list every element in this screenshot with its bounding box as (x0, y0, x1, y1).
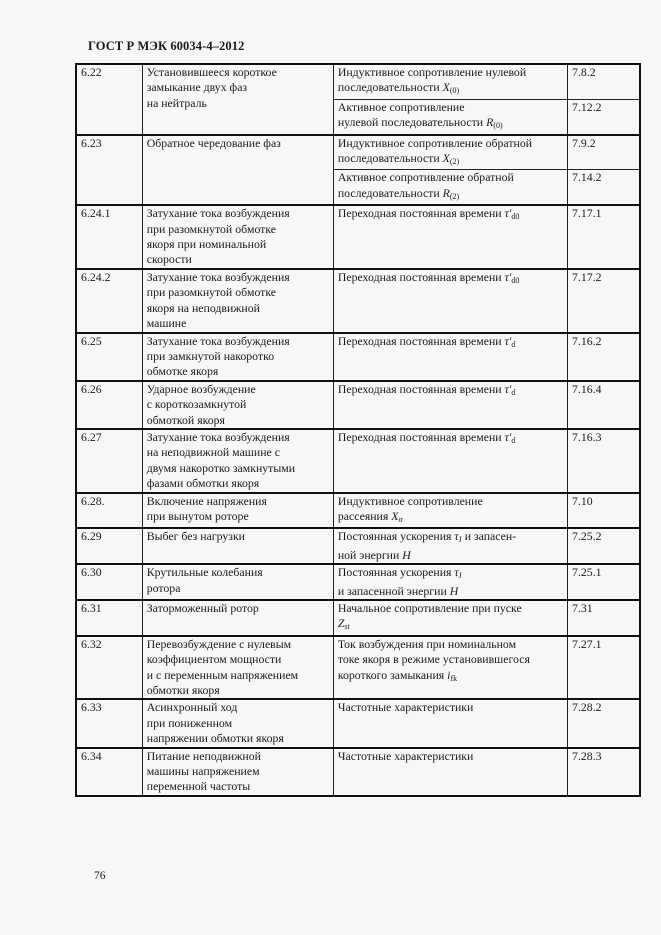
test-name-line: Затухание тока возбуждения (146, 429, 290, 444)
table-row (76, 600, 640, 636)
table-row (76, 636, 640, 700)
test-name-line: Включение напряжения (146, 493, 267, 508)
parameter-line (338, 186, 563, 204)
test-name-line: Затухание тока возбуждения (146, 269, 290, 284)
parameter-symbol: Z (337, 616, 345, 631)
parameter-symbol: τ′ (504, 206, 512, 221)
parameter-line (338, 270, 563, 288)
parameter-line: Ток возбуждения при номинальном (337, 636, 517, 651)
parameter-line (338, 529, 563, 547)
parameter-subscript: d0 (511, 212, 520, 222)
test-name-line: переменной частоты (146, 779, 251, 794)
parameter-subscript: st (344, 622, 350, 632)
parameter-text: Частотные характеристики (337, 748, 474, 763)
test-name-line: Затухание тока возбуждения (146, 206, 290, 221)
parameter-subscript: (0) (493, 121, 503, 131)
parameter-cell (333, 699, 567, 747)
test-name-cell (142, 636, 333, 700)
parameter-text: последовательности (337, 80, 443, 95)
reference-clause: 7.31 (572, 601, 593, 615)
test-name-cell (142, 269, 333, 333)
parameter-line: Активное сопротивление обратной (337, 170, 514, 185)
parameter-subscript: J (458, 571, 462, 581)
reference-clause: 7.25.2 (572, 529, 602, 544)
parameter-symbol: H (402, 547, 411, 562)
test-name-cell (142, 381, 333, 429)
reference-clause: 7.16.2 (572, 333, 602, 348)
parameter-line: Начальное сопротивление при пуске (337, 601, 522, 615)
parameter-symbol: X (391, 508, 399, 523)
parameter-cell (333, 99, 567, 134)
clause-number-cell (76, 699, 142, 747)
reference-cell (568, 333, 640, 381)
reference-cell (568, 205, 640, 269)
parameter-subscript: J (458, 535, 462, 545)
parameter-cell (333, 205, 567, 269)
clause-number-cell (76, 429, 142, 493)
clause-number: 6.34 (81, 748, 102, 763)
parameter-text: ной энергии (337, 547, 403, 562)
parameter-line (338, 565, 563, 583)
parameter-line (338, 749, 563, 764)
parameter-line: Активное сопротивление (337, 99, 465, 114)
parameter-subscript: d (511, 435, 516, 445)
parameter-subscript: (2) (449, 157, 460, 167)
test-name-cell (142, 429, 333, 493)
parameter-text: Переходная постоянная времени (337, 206, 505, 221)
parameter-subscript: d (511, 339, 516, 349)
test-name-line: при вынутом роторе (146, 508, 249, 523)
test-name-line: Ударное возбуждение (146, 381, 256, 396)
reference-cell (568, 699, 640, 747)
test-name-line: и с переменным напряжением (146, 667, 299, 682)
clause-number: 6.30 (81, 565, 102, 580)
parameter-symbol: i (447, 667, 451, 682)
parameter-text: Постоянная ускорения (337, 565, 455, 580)
test-name-line: с короткозамкнутой (146, 397, 247, 412)
clause-number: 6.26 (81, 381, 102, 396)
parameter-cell (333, 333, 567, 381)
test-name-line: при разомкнутой обмотке (146, 221, 277, 236)
parameter-line (338, 584, 563, 599)
test-name-cell (142, 528, 333, 564)
parameter-line: Индуктивное сопротивление (337, 493, 483, 508)
test-name-line: Установившееся короткое (146, 65, 277, 79)
reference-cell (568, 135, 640, 170)
parameter-symbol: τ (454, 529, 459, 544)
clause-number: 6.25 (81, 333, 102, 348)
reference-cell (568, 381, 640, 429)
test-name-cell (142, 64, 333, 135)
clause-number-cell (76, 493, 142, 529)
test-name-cell (142, 333, 333, 381)
test-name-cell (142, 564, 333, 600)
parameter-symbol: τ′ (504, 269, 512, 284)
clause-number: 6.32 (81, 636, 102, 651)
parameter-line: Индуктивное сопротивление нулевой (337, 65, 527, 79)
table-body (76, 64, 640, 796)
reference-clause: 7.16.4 (572, 381, 602, 396)
parameter-text: Постоянная ускорения (337, 529, 455, 544)
reference-clause: 7.28.2 (572, 700, 602, 715)
table-row (76, 748, 640, 796)
test-name-line: на нейтраль (146, 95, 207, 110)
test-name-line: при разомкнутой обмотке (146, 285, 277, 300)
reference-cell (568, 600, 640, 636)
parameter-text: Переходная постоянная времени (337, 429, 505, 444)
parameter-subscript: d0 (511, 275, 520, 285)
parameter-text: и запасен- (461, 529, 517, 544)
parameter-text: Переходная постоянная времени (337, 333, 505, 348)
table-row (76, 205, 640, 269)
test-name-line: Выбег без нагрузки (146, 529, 245, 544)
test-name-line: скорости (146, 252, 192, 267)
parameter-symbol: τ′ (504, 381, 512, 396)
reference-cell (568, 493, 640, 529)
table-row (76, 564, 640, 600)
reference-clause: 7.25.1 (572, 565, 602, 580)
parameter-line (338, 151, 563, 169)
parameter-text: Частотные характеристики (337, 700, 474, 715)
clause-number-cell (76, 333, 142, 381)
parameter-symbol: τ (454, 565, 459, 580)
parameter-cell (333, 64, 567, 99)
parameter-text: Переходная постоянная времени (337, 269, 505, 284)
parameter-text: последовательности (337, 151, 443, 166)
reference-cell (568, 99, 640, 134)
test-name-line: при замкнутой накоротко (146, 348, 275, 363)
parameter-symbol: τ′ (504, 429, 512, 444)
parameter-cell (333, 135, 567, 170)
table-row (76, 429, 640, 493)
parameter-line (338, 616, 563, 634)
reference-cell (568, 564, 640, 600)
clause-number: 6.29 (81, 529, 102, 544)
parameter-cell (333, 269, 567, 333)
parameter-line (338, 430, 563, 448)
reference-clause: 7.14.2 (572, 170, 602, 185)
parameter-cell (333, 748, 567, 796)
table-row (76, 135, 640, 170)
parameter-text: и запасенной энергии (337, 583, 450, 598)
clause-number: 6.22 (81, 65, 102, 79)
parameter-cell (333, 600, 567, 636)
test-name-line: при пониженном (146, 715, 233, 730)
reference-clause: 7.28.3 (572, 748, 602, 763)
clause-number-cell (76, 528, 142, 564)
parameter-subscript: d (511, 387, 516, 397)
table-row (76, 528, 640, 564)
clause-number: 6.28. (81, 493, 105, 508)
parameter-line (338, 334, 563, 352)
clause-number: 6.31 (81, 601, 102, 615)
reference-cell (568, 429, 640, 493)
reference-clause: 7.8.2 (572, 65, 596, 79)
reference-clause: 7.16.3 (572, 429, 602, 444)
clause-number-cell (76, 564, 142, 600)
clause-number: 6.27 (81, 429, 102, 444)
test-name-line: замыкание двух фаз (146, 80, 248, 95)
test-name-line: на неподвижной машине с (146, 445, 280, 460)
clause-number-cell (76, 381, 142, 429)
table-row (76, 493, 640, 529)
parameter-cell (333, 381, 567, 429)
test-name-line: обмотки якоря (146, 683, 220, 698)
test-name-line: ротора (146, 580, 181, 595)
parameter-text: нулевой последовательности (337, 115, 487, 130)
parameter-subscript: (0) (449, 86, 460, 96)
parameter-symbol: R (486, 115, 494, 130)
test-name-line: Крутильные колебания (146, 565, 263, 580)
parameter-subscript: fk (450, 673, 458, 683)
reference-cell (568, 528, 640, 564)
clause-number: 6.33 (81, 700, 102, 715)
reference-cell (568, 170, 640, 205)
parameter-text: рассеяния (337, 508, 392, 523)
test-name-line: обмотке якоря (146, 364, 219, 379)
reference-clause: 7.12.2 (572, 99, 602, 114)
clause-number-cell (76, 600, 142, 636)
reference-clause: 7.17.1 (572, 206, 602, 221)
parameter-line (338, 548, 563, 563)
parameter-cell (333, 493, 567, 529)
clause-number-cell (76, 636, 142, 700)
parameter-cell (333, 564, 567, 600)
table-row (76, 699, 640, 747)
page-number: 76 (94, 870, 106, 882)
parameter-text: Переходная постоянная времени (337, 381, 505, 396)
test-name-line: Асинхронный ход (146, 700, 238, 715)
test-name-line: машины напряжением (146, 764, 260, 779)
parameter-line (338, 668, 563, 686)
parameter-line (338, 382, 563, 400)
parameter-subscript: σ (398, 514, 403, 524)
reference-clause: 7.10 (572, 493, 593, 508)
parameter-line (338, 80, 563, 98)
table-row (76, 333, 640, 381)
parameter-line: токе якоря в режиме установившегося (337, 652, 530, 667)
reference-cell (568, 64, 640, 99)
test-name-line: двумя накоротко замкнутыми (146, 460, 296, 475)
reference-cell (568, 748, 640, 796)
clause-number-cell (76, 269, 142, 333)
clause-number: 6.24.2 (81, 269, 111, 284)
test-name-line: обмоткой якоря (146, 412, 225, 427)
parameter-cell (333, 528, 567, 564)
test-name-line: Заторможенный ротор (146, 601, 259, 615)
clause-number-cell (76, 748, 142, 796)
parameter-symbol: τ′ (504, 333, 512, 348)
test-name-cell (142, 600, 333, 636)
parameter-line: Индуктивное сопротивление обратной (337, 135, 533, 150)
test-name-line: якоря на неподвижной (146, 300, 260, 315)
parameter-symbol: H (449, 583, 459, 598)
clause-number-cell (76, 64, 142, 135)
test-name-line: напряжении обмотки якоря (146, 731, 284, 746)
parameter-subscript: (2) (449, 191, 460, 201)
parameter-symbol: X (442, 151, 450, 166)
test-name-line: Обратное чередование фаз (146, 135, 281, 150)
parameter-cell (333, 636, 567, 700)
test-name-line: фазами обмотки якоря (146, 476, 260, 491)
parameter-symbol: R (442, 185, 450, 200)
test-name-line: машине (146, 316, 187, 331)
table-row (76, 381, 640, 429)
parameter-line (338, 509, 563, 527)
test-name-line: Питание неподвижной (146, 748, 261, 763)
parameter-line (338, 700, 563, 715)
table-row (76, 64, 640, 99)
clause-number: 6.24.1 (81, 206, 111, 221)
test-methods-table (75, 63, 641, 797)
parameter-cell (333, 429, 567, 493)
table-row (76, 269, 640, 333)
parameter-line (338, 115, 563, 133)
reference-cell (568, 636, 640, 700)
test-name-line: коэффициентом мощности (146, 652, 282, 667)
reference-clause: 7.27.1 (572, 636, 602, 651)
document-header: ГОСТ Р МЭК 60034-4–2012 (88, 39, 245, 53)
parameter-text: последовательности (337, 185, 443, 200)
test-name-cell (142, 135, 333, 206)
test-name-cell (142, 748, 333, 796)
reference-clause: 7.17.2 (572, 269, 602, 284)
clause-number-cell (76, 205, 142, 269)
clause-number-cell (76, 135, 142, 206)
parameter-line (338, 206, 563, 224)
reference-cell (568, 269, 640, 333)
parameter-text: короткого замыкания (337, 667, 448, 682)
parameter-cell (333, 170, 567, 205)
clause-number: 6.23 (81, 135, 102, 150)
test-name-line: якоря при номинальной (146, 237, 267, 252)
test-name-cell (142, 699, 333, 747)
parameter-symbol: X (442, 80, 450, 95)
test-name-line: Перевозбуждение с нулевым (146, 636, 292, 651)
test-name-line: Затухание тока возбуждения (146, 333, 290, 348)
reference-clause: 7.9.2 (572, 135, 596, 150)
test-name-cell (142, 493, 333, 529)
test-name-cell (142, 205, 333, 269)
